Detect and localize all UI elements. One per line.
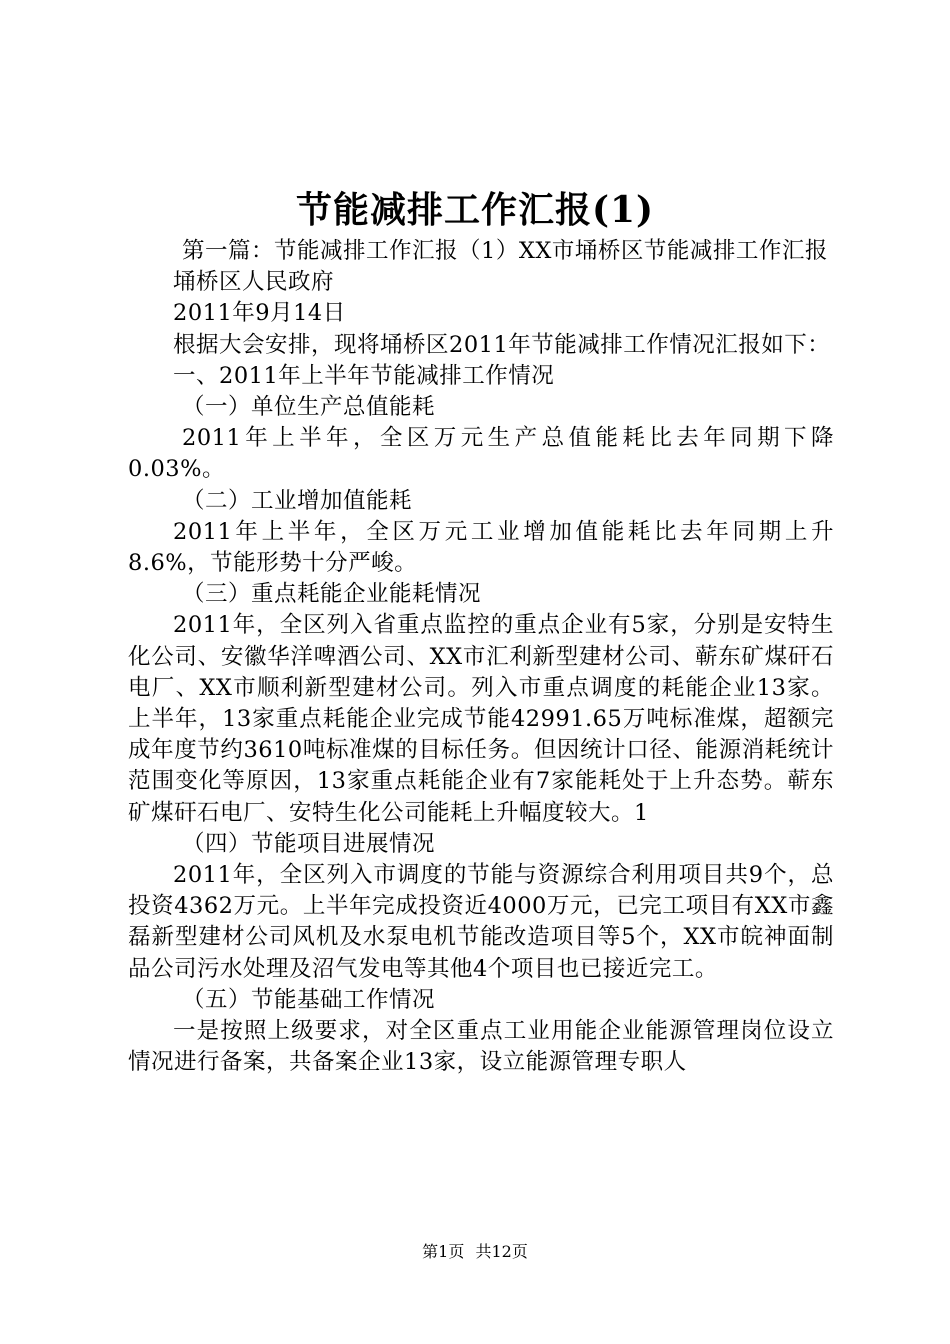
paragraph-date: 2011年9月14日 [173, 300, 346, 327]
section-heading-1: 一、2011年上半年节能减排工作情况 [173, 362, 555, 389]
paragraph-author: 埇桥区人民政府 [173, 269, 335, 296]
paragraph-basic-work: 一是按照上级要求，对全区重点工业用能企业能源管理岗位设立情况进行备案，共备案企业13家，设立能源管理专职人 [128, 1018, 834, 1076]
subsection-heading-2: （二）工业增加值能耗 [182, 487, 413, 514]
paragraph-chapter-heading: 第一篇：节能减排工作汇报（1）XX市埇桥区节能减排工作汇报 [182, 238, 828, 264]
page-total: 共12页 [475, 1242, 528, 1261]
document-body [128, 236, 834, 1078]
subsection-heading-1: （一）单位生产总值能耗 [182, 394, 436, 421]
paragraph-projects: 2011年，全区列入市调度的节能与资源综合利用项目共9个，总投资4362万元。上半年完成投资近4000万元，已完工项目有XX市鑫磊新型建材公司风机及水泵电机节能改造项目等5个，XX市皖神面制品公司污水处理及沼气发电等其他4个项目也已接近完工。 [128, 862, 834, 982]
page-footer [0, 1240, 950, 1264]
subsection-heading-4: （四）节能项目进展情况 [182, 830, 436, 857]
document-title: 节能减排工作汇报(1) [295, 189, 655, 231]
paragraph-industrial-energy: 2011年上半年，全区万元工业增加值能耗比去年同期上升8.6%，节能形势十分严峻。 [128, 518, 834, 577]
paragraph-gdp-energy: 2011年上半年，全区万元生产总值能耗比去年同期下降0.03%。 [128, 425, 834, 483]
page-number: 第1页 [422, 1242, 465, 1261]
subsection-heading-5: （五）节能基础工作情况 [182, 986, 436, 1013]
paragraph-key-enterprises: 2011年，全区列入省重点监控的重点企业有5家，分别是安特生化公司、安徽华洋啤酒公司、XX市汇利新型建材公司、蕲东矿煤矸石电厂、XX市顺利新型建材公司。列入市重点调度的耗能企业13家。上半年，13家重点耗能企业完成节能42991.65万吨标准煤，超额完成年度节约3610吨标准煤的目标任务。但因统计口径、能源消耗统计范围变化等原因，13家重点耗能企业有7家能耗处于上升态势。蕲东矿煤矸石电厂、安特生化公司能耗上升幅度较大。1 [128, 612, 834, 826]
paragraph-intro: 根据大会安排，现将埇桥区2011年节能减排工作情况汇报如下： [173, 331, 831, 358]
subsection-heading-3: （三）重点耗能企业能耗情况 [182, 581, 482, 608]
